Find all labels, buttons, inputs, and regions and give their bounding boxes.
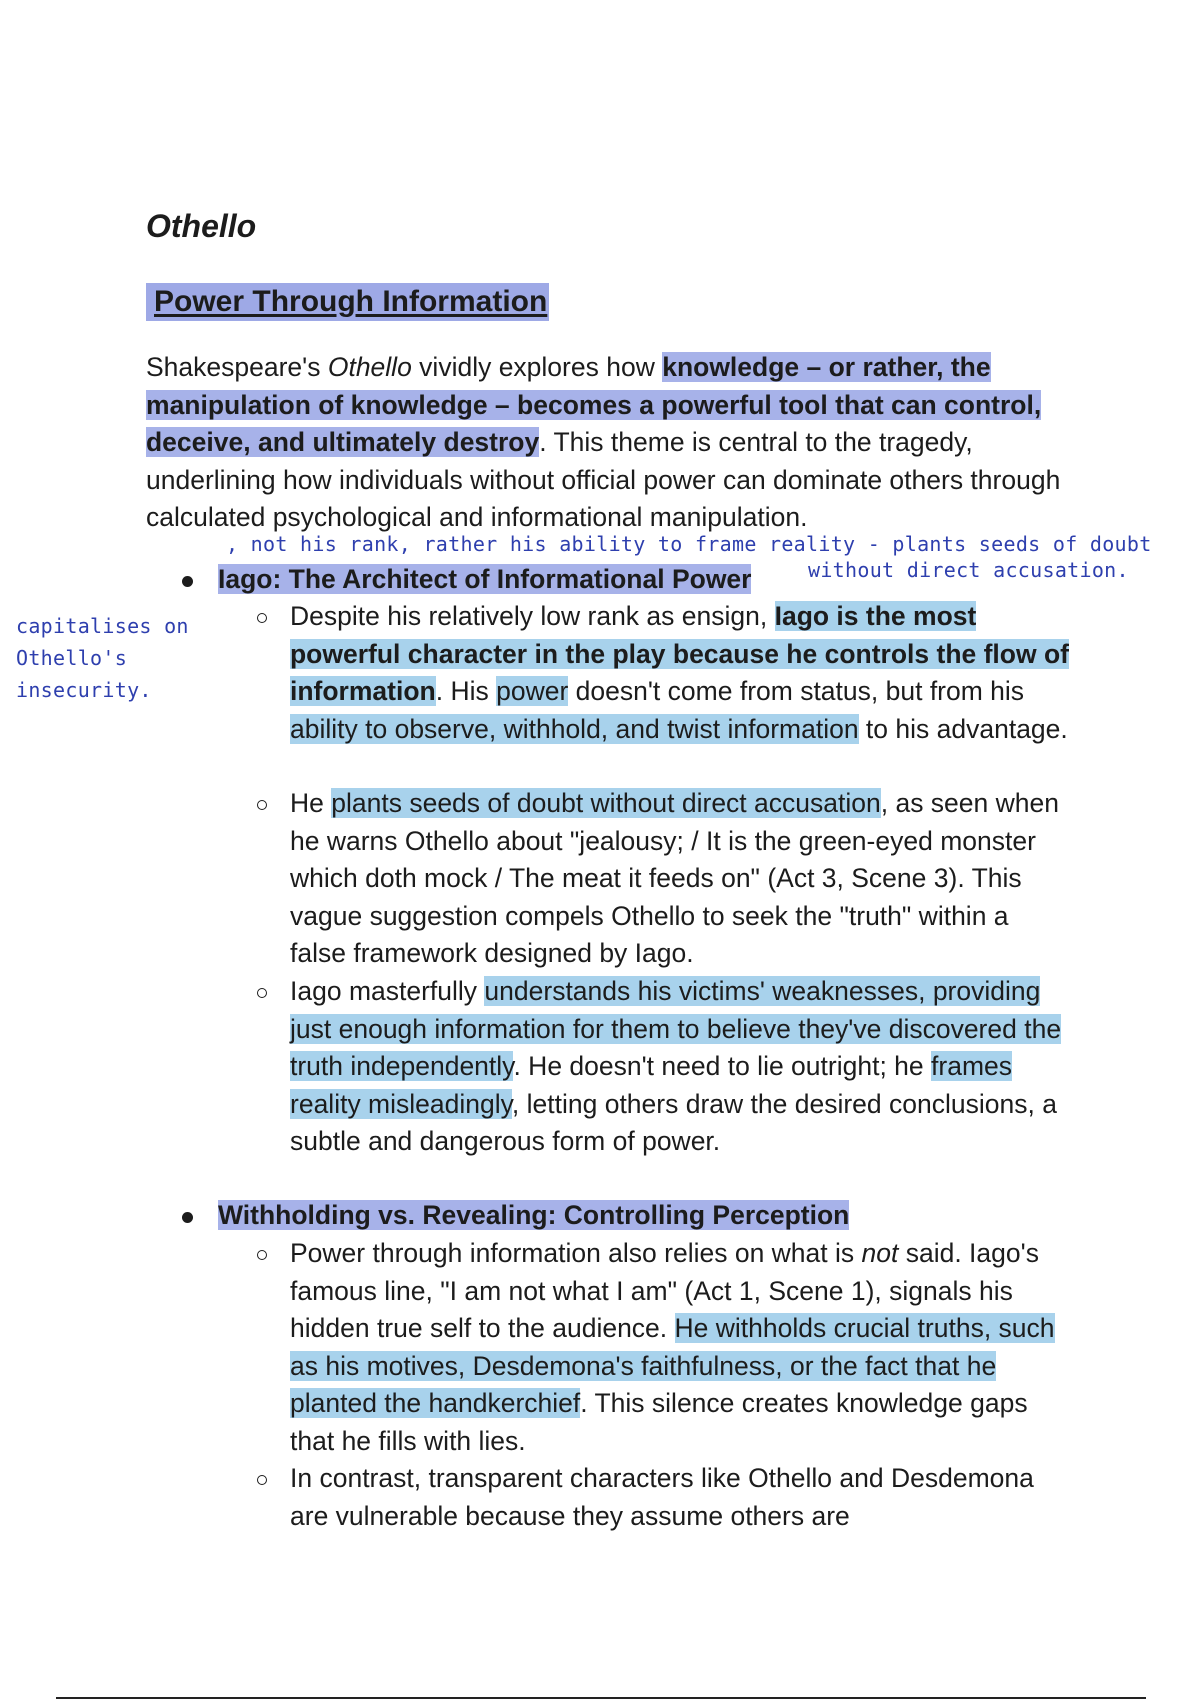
- list-item: Iago masterfully understands his victims' weaknesses, providing just enough information for them to believe they've discovered the truth independently. He doesn't need to lie outright; he frames reality misleadingly, letting others draw the desired conclusions, a subtle and dangerous form of power.: [290, 973, 1070, 1161]
- handwritten-margin-note: capitalises on Othello's insecurity.: [16, 614, 189, 702]
- section-heading: Power Through Information: [146, 283, 549, 321]
- list-item: Despite his relatively low rank as ensign, Iago is the most powerful character in the play because he controls the flow of information. His power doesn't come from status, but from his ability to observe, withhold, and twist information to his advantage.: [290, 598, 1070, 748]
- list-item: Power through information also relies on what is not said. Iago's famous line, "I am not what I am" (Act 1, Scene 1), signals his hidden true self to the audience. He withholds crucial truths, such as his motives, Desdemona's faithfulness, or the fact that he planted the handkerchief. This silence creates knowledge gaps that he fills with lies.: [290, 1235, 1070, 1460]
- bullet-dot: [182, 576, 193, 587]
- highlight-purple: knowledge – or rather, the manipulation of knowledge – becomes a powerful tool that can control, deceive, and ultimately destroy: [146, 352, 1042, 457]
- sub-bullet: [257, 613, 267, 623]
- bullet-heading-withholding: Withholding vs. Revealing: Controlling Perception: [218, 1197, 1078, 1235]
- sub-bullet: [257, 1475, 267, 1485]
- document-title: Othello: [146, 208, 257, 244]
- sub-bullet: [257, 1250, 267, 1260]
- sub-bullet: [257, 800, 267, 810]
- handwritten-note-right-of-bullet: without direct accusation.: [808, 558, 1129, 582]
- list-item: In contrast, transparent characters like Othello and Desdemona are vulnerable because they assume others are: [290, 1460, 1070, 1535]
- handwritten-note-above-bullet: , not his rank, rather his ability to frame reality - plants seeds of doubt: [226, 532, 1152, 556]
- bullet-dot: [182, 1212, 193, 1223]
- page-bottom-rule: [56, 1697, 1146, 1699]
- bullet-heading-iago: Iago: The Architect of Informational Power: [218, 561, 1078, 599]
- intro-paragraph: Shakespeare's Othello vividly explores how knowledge – or rather, the manipulation of knowledge – becomes a powerful tool that can control, deceive, and ultimately destroy. This theme is central to the tragedy, underlining how individuals without official power can dominate others through calculated psychological and informational manipulation.: [146, 352, 1061, 532]
- list-item: He plants seeds of doubt without direct accusation, as seen when he warns Othello about "jealousy; / It is the green-eyed monster which doth mock / The meat it feeds on" (Act 3, Scene 3). This vague suggestion compels Othello to seek the "truth" within a false framework designed by Iago.: [290, 785, 1070, 973]
- sub-bullet: [257, 988, 267, 998]
